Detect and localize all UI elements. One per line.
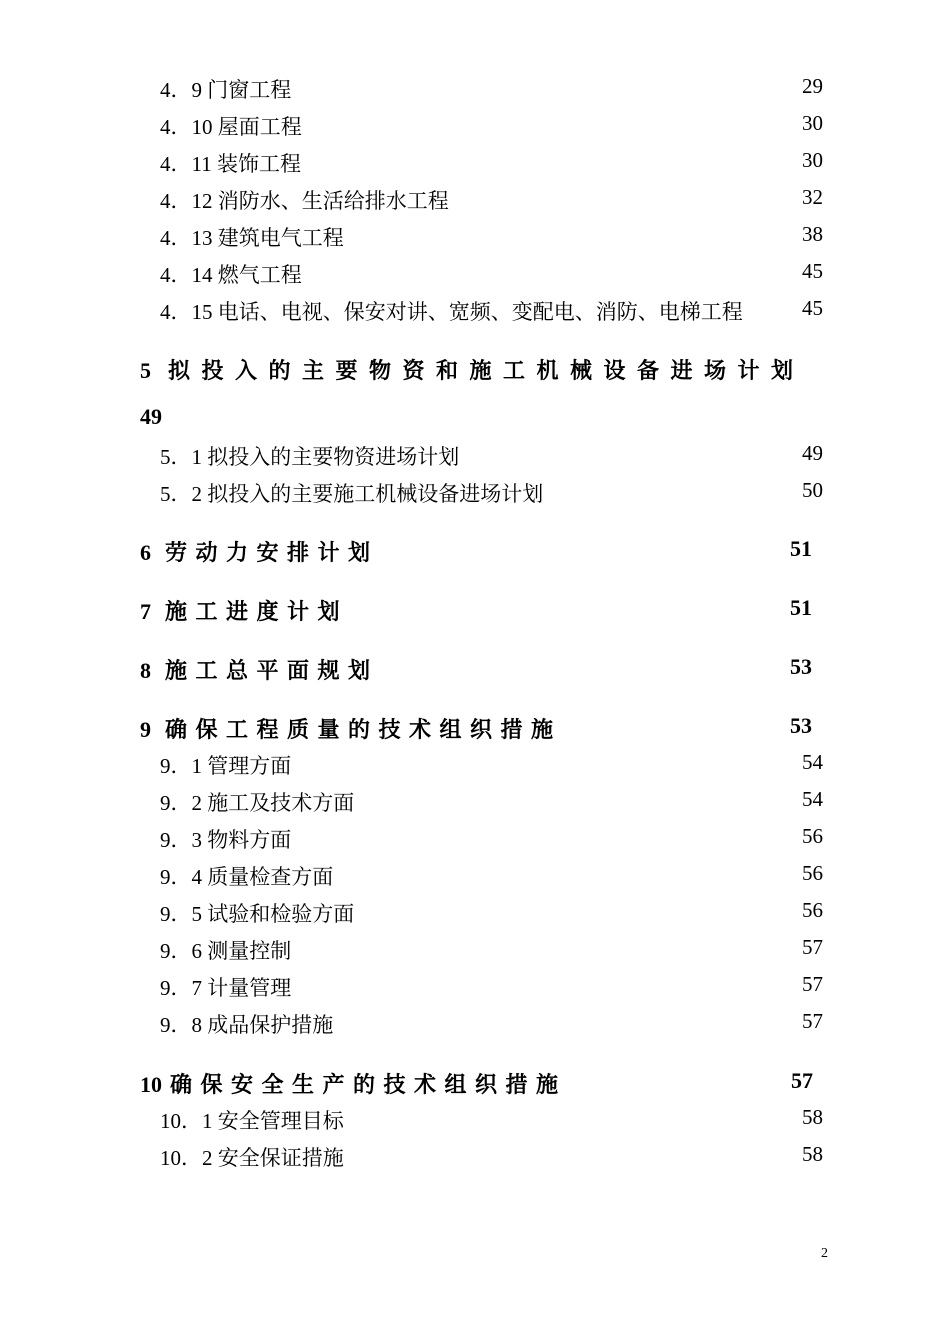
- toc-entry-label: 10．1 安全管理目标: [160, 1109, 344, 1133]
- toc-chapter-page-9: 53: [790, 713, 812, 738]
- toc-entry-label: 9．5 试验和检验方面: [160, 902, 355, 926]
- chapter-title: 拟投入的主要物资和施工机械设备进场计划: [168, 358, 805, 383]
- toc-entry-5-1[interactable]: [160, 441, 459, 471]
- toc-entry-label: 9．8 成品保护措施: [160, 1013, 334, 1037]
- toc-entry-page-9-3: 56: [802, 824, 823, 848]
- toc-entry-label: 9．2 施工及技术方面: [160, 791, 355, 815]
- toc-entry-page-9-4: 56: [802, 861, 823, 885]
- toc-entry-9-4[interactable]: [160, 861, 333, 891]
- chapter-title: 确保工程质量的技术组织措施: [165, 717, 562, 742]
- toc-entry-page-4-12: 32: [802, 185, 823, 209]
- toc-entry-page-4-9: 29: [802, 74, 823, 98]
- toc-entry-9-7[interactable]: [160, 972, 291, 1002]
- toc-entry-4-11[interactable]: [160, 148, 301, 178]
- toc-entry-4-10[interactable]: [160, 111, 302, 141]
- toc-entry-label: 9．7 计量管理: [160, 976, 292, 1000]
- toc-entry-page-4-14: 45: [802, 259, 823, 283]
- toc-entry-9-3[interactable]: [160, 824, 291, 854]
- chapter-number: 10: [140, 1072, 162, 1097]
- toc-entry-page-9-7: 57: [802, 972, 823, 996]
- toc-entry-page-10-1: 58: [802, 1105, 823, 1129]
- toc-entry-label: 4．14 燃气工程: [160, 263, 302, 287]
- toc-entry-page-5-2: 50: [802, 478, 823, 502]
- page-number: 2: [821, 1246, 828, 1261]
- toc-entry-label: 9．3 物料方面: [160, 828, 292, 852]
- toc-entry-label: 4．10 屋面工程: [160, 115, 302, 139]
- toc-entry-4-15[interactable]: [160, 296, 743, 326]
- toc-chapter-page-10: 57: [791, 1068, 813, 1093]
- toc-entry-label: 10．2 安全保证措施: [160, 1146, 344, 1170]
- toc-chapter-page-8: 53: [790, 654, 812, 679]
- toc-entry-9-1[interactable]: [160, 750, 291, 780]
- toc-entry-label: 5．2 拟投入的主要施工机械设备进场计划: [160, 482, 544, 506]
- toc-entry-label: 4．15 电话、电视、保安对讲、宽频、变配电、消防、电梯工程: [160, 300, 743, 324]
- toc-entry-page-9-5: 56: [802, 898, 823, 922]
- toc-entry-page-4-13: 38: [802, 222, 823, 246]
- toc-chapter-6[interactable]: [140, 536, 379, 567]
- toc-entry-page-4-11: 30: [802, 148, 823, 172]
- toc-entry-10-1[interactable]: [160, 1105, 344, 1135]
- toc-entry-label: 5．1 拟投入的主要物资进场计划: [160, 445, 460, 469]
- toc-entry-page-9-8: 57: [802, 1009, 823, 1033]
- chapter-number: 5: [140, 358, 151, 383]
- toc-entry-page-10-2: 58: [802, 1142, 823, 1166]
- toc-entry-10-2[interactable]: [160, 1142, 344, 1172]
- toc-entry-9-5[interactable]: [160, 898, 354, 928]
- toc-chapter-page-6: 51: [790, 536, 812, 561]
- toc-entry-label: 4．12 消防水、生活给排水工程: [160, 189, 449, 213]
- toc-entry-4-14[interactable]: [160, 259, 302, 289]
- toc-entry-page-4-15: 45: [802, 296, 823, 320]
- toc-entry-4-12[interactable]: [160, 185, 449, 215]
- toc-entry-9-6[interactable]: [160, 935, 291, 965]
- chapter-number: 8: [140, 658, 151, 683]
- toc-entry-label: 4．11 装饰工程: [160, 152, 301, 176]
- toc-entry-label: 4．13 建筑电气工程: [160, 226, 344, 250]
- toc-entry-label: 9．4 质量检查方面: [160, 865, 334, 889]
- toc-chapter-9[interactable]: [140, 713, 562, 744]
- toc-chapter-page-7: 51: [790, 595, 812, 620]
- chapter-title: 施工总平面规划: [165, 658, 379, 683]
- toc-entry-4-13[interactable]: [160, 222, 344, 252]
- chapter-title: 劳动力安排计划: [165, 540, 379, 565]
- toc-entry-label: 9．6 测量控制: [160, 939, 292, 963]
- toc-entry-page-5-1: 49: [802, 441, 823, 465]
- toc-entry-9-2[interactable]: [160, 787, 354, 817]
- chapter-number: 6: [140, 540, 151, 565]
- toc-entry-9-8[interactable]: [160, 1009, 333, 1039]
- toc-entry-label: 9．1 管理方面: [160, 754, 292, 778]
- toc-entry-label: 4．9 门窗工程: [160, 78, 292, 102]
- chapter-title: 确保安全生产的技术组织措施: [170, 1072, 567, 1097]
- toc-entry-page-9-2: 54: [802, 787, 823, 811]
- toc-chapter-7[interactable]: [140, 595, 348, 626]
- toc-entry-4-9[interactable]: [160, 74, 291, 104]
- toc-entry-page-4-10: 30: [802, 111, 823, 135]
- chapter-title: 施工进度计划: [165, 599, 349, 624]
- chapter-number: 7: [140, 599, 151, 624]
- toc-chapter-5[interactable]: [140, 354, 805, 385]
- chapter-number: 9: [140, 717, 151, 742]
- toc-entry-5-2[interactable]: [160, 478, 543, 508]
- toc-entry-page-9-1: 54: [802, 750, 823, 774]
- toc-chapter-page-5: 49: [140, 404, 162, 429]
- toc-chapter-10[interactable]: [140, 1068, 567, 1099]
- toc-entry-page-9-6: 57: [802, 935, 823, 959]
- toc-chapter-8[interactable]: [140, 654, 379, 685]
